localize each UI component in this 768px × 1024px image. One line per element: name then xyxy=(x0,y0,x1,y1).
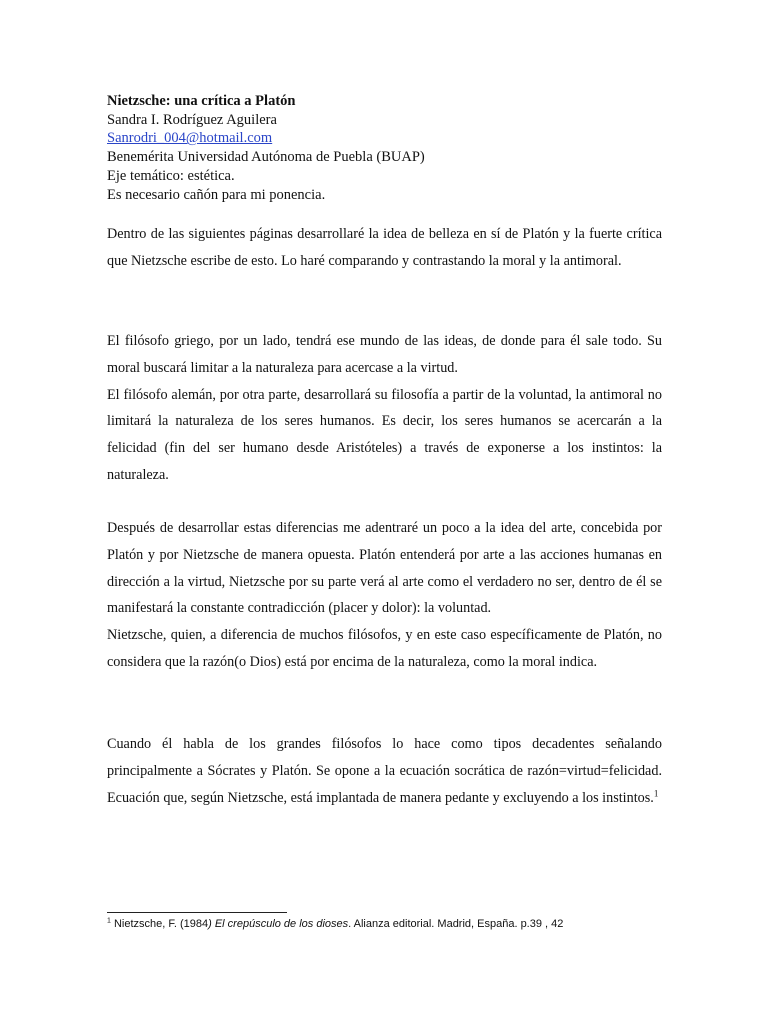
footnote xyxy=(107,917,667,931)
footnote-author-year: Nietzsche, F. (1984 xyxy=(113,918,209,930)
footnote-book-title: ) El crepúsculo de los dioses xyxy=(208,918,349,930)
paragraph-intro xyxy=(107,221,662,275)
paragraph-group-philosophers xyxy=(107,328,662,489)
footnote-separator xyxy=(107,912,287,913)
document-header xyxy=(107,92,667,204)
footnote-reference[interactable]: 1 xyxy=(653,787,659,798)
paragraph-decadents xyxy=(107,731,662,811)
document-title: Nietzsche: una crítica a Platón xyxy=(107,93,296,109)
author-name: Sandra I. Rodríguez Aguilera xyxy=(107,111,277,128)
paragraph-reason: Nietzsche, quien, a diferencia de muchos filósofos, y en este caso específicamente de Platón, no considera que la razón(o Dios) está por encima de la naturaleza, como la moral indica. xyxy=(107,627,662,670)
footnote-publisher: . Alianza editorial. Madrid, España. p.39 , 42 xyxy=(348,918,564,930)
thematic-axis: Eje temático: estética. xyxy=(107,167,235,184)
author-email-link[interactable]: Sanrodri_004@hotmail.com xyxy=(107,130,273,147)
paragraph-german-philosopher: El filósofo alemán, por otra parte, desarrollará su filosofía a partir de la voluntad, la antimoral no limitará la naturaleza de los seres humanos. Es decir, los seres humanos se acercarán a la felicidad (fin del ser humano desde Aristóteles) a través de exponerse a los instintos: la naturaleza. xyxy=(107,386,662,483)
paragraph-decadents-text xyxy=(107,731,662,811)
footnote-marker: 1 xyxy=(107,917,111,925)
paragraph-greek-philosopher: El filósofo griego, por un lado, tendrá ese mundo de las ideas, de donde para él sale todo. Su moral buscará limitar a la naturaleza para acercase a la virtud. xyxy=(107,333,662,376)
paragraph-text: Dentro de las siguientes páginas desarrollaré la idea de belleza en sí de Platón y la fuerte crítica que Nietzsche escribe de esto. Lo haré comparando y contrastando la moral y la antimoral. xyxy=(107,226,662,269)
institution: Benemérita Universidad Autónoma de Puebla (BUAP) xyxy=(107,149,425,166)
paragraph-art: Después de desarrollar estas diferencias me adentraré un poco a la idea del arte, concebida por Platón y por Nietzsche de manera opuesta. Platón entenderá por arte a las acciones humanas en dirección a la virtud, Nietzsche por su parte verá al arte como el verdadero no ser, dentro de él se manifestará la constante contradicción (placer y dolor): la voluntad. xyxy=(107,520,662,617)
paragraph-group-art xyxy=(107,515,662,676)
paragraph-decadents-body: Cuando él habla de los grandes filósofos lo hace como tipos decadentes señalando principalmente a Sócrates y Platón. Se opone a la ecuación socrática de razón=virtud=felicidad. Ecuación que, según Nietzsche, está implantada de manera pedante y excluyendo a los instintos. xyxy=(107,736,662,806)
projector-note: Es necesario cañón para mi ponencia. xyxy=(107,186,326,203)
